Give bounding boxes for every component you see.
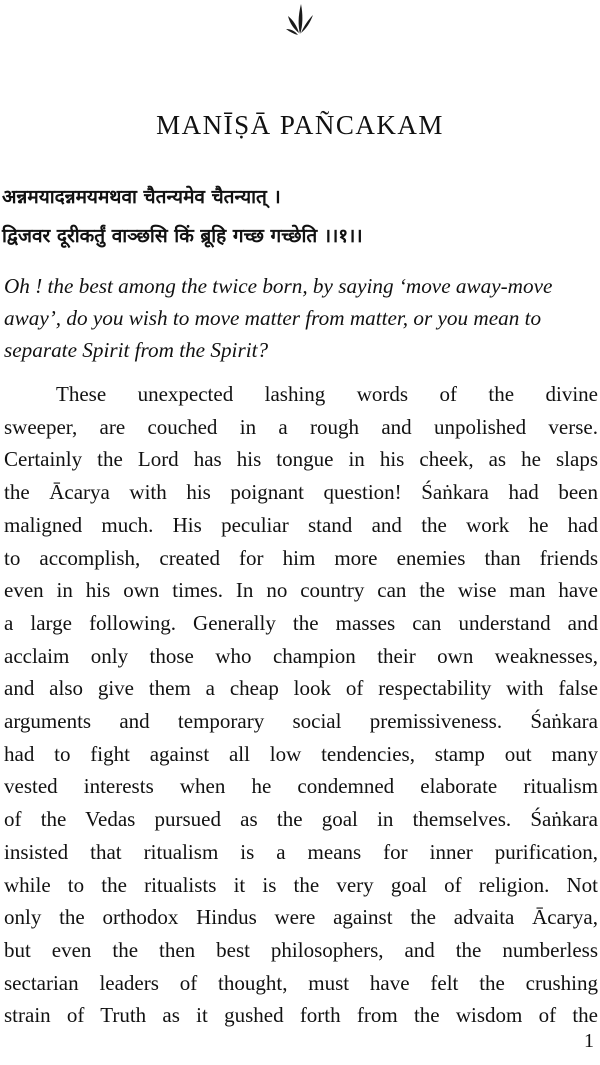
commentary-line: while to the ritualists it is the very goal of religion. Not	[4, 872, 598, 897]
commentary-line: Certainly the Lord has his tongue in his cheek, as he slaps	[4, 447, 598, 472]
commentary-line: a large following. Generally the masses can understand and	[4, 610, 598, 635]
commentary-line: and also give them a cheap look of respectability with false	[4, 676, 598, 701]
page-title: MANĪṢĀ PAÑCAKAM	[156, 110, 444, 140]
commentary-line: of the Vedas pursued as the goal in themselves. Śaṅkara	[4, 807, 598, 832]
commentary-line: sectarian leaders of thought, must have felt the crushing	[4, 970, 598, 995]
sanskrit-verse-line-1: अन्नमयादन्नमयमथवा चैतन्यमेव चैतन्यात् ।	[2, 186, 281, 208]
commentary-line: even in his own times. In no country can the wise man have	[4, 578, 598, 603]
commentary-line: sweeper, are couched in a rough and unpolished verse.	[4, 414, 598, 439]
commentary-line: had to fight against all low tendencies, stamp out many	[4, 741, 598, 766]
commentary-line: These unexpected lashing words of the divine	[56, 382, 598, 406]
commentary-line: acclaim only those who champion their own weaknesses,	[4, 643, 598, 668]
leaf-sprig-icon	[282, 2, 318, 36]
sanskrit-verse-line-2: द्विजवर दूरीकर्तुं वाञ्छसि किं ब्रूहि गच्छ गच्छेति ।।१।।	[2, 225, 363, 247]
commentary-line: to accomplish, created for him more enemies than friends	[4, 545, 598, 570]
page-number: 1	[584, 1030, 594, 1052]
commentary-paragraph	[4, 378, 598, 1032]
commentary-line: strain of Truth as it gushed forth from the wisdom of the	[4, 1003, 598, 1028]
commentary-line: but even the then best philosophers, and the numberless	[4, 937, 598, 962]
commentary-line: maligned much. His peculiar stand and the work he had	[4, 512, 598, 537]
commentary-line: insisted that ritualism is a means for inner purification,	[4, 839, 598, 864]
commentary-line: the Ācarya with his poignant question! Śaṅkara had been	[4, 480, 598, 505]
verse-translation: Oh ! the best among the twice born, by saying ‘move away-move away’, do you wish to move matter from matter, or you mean to separate Spirit from the Spirit?	[4, 274, 553, 362]
commentary-line: vested interests when he condemned elaborate ritualism	[4, 774, 598, 799]
commentary-line: arguments and temporary social premissiveness. Śaṅkara	[4, 709, 598, 734]
commentary-line: only the orthodox Hindus were against the advaita Ācarya,	[4, 905, 598, 930]
